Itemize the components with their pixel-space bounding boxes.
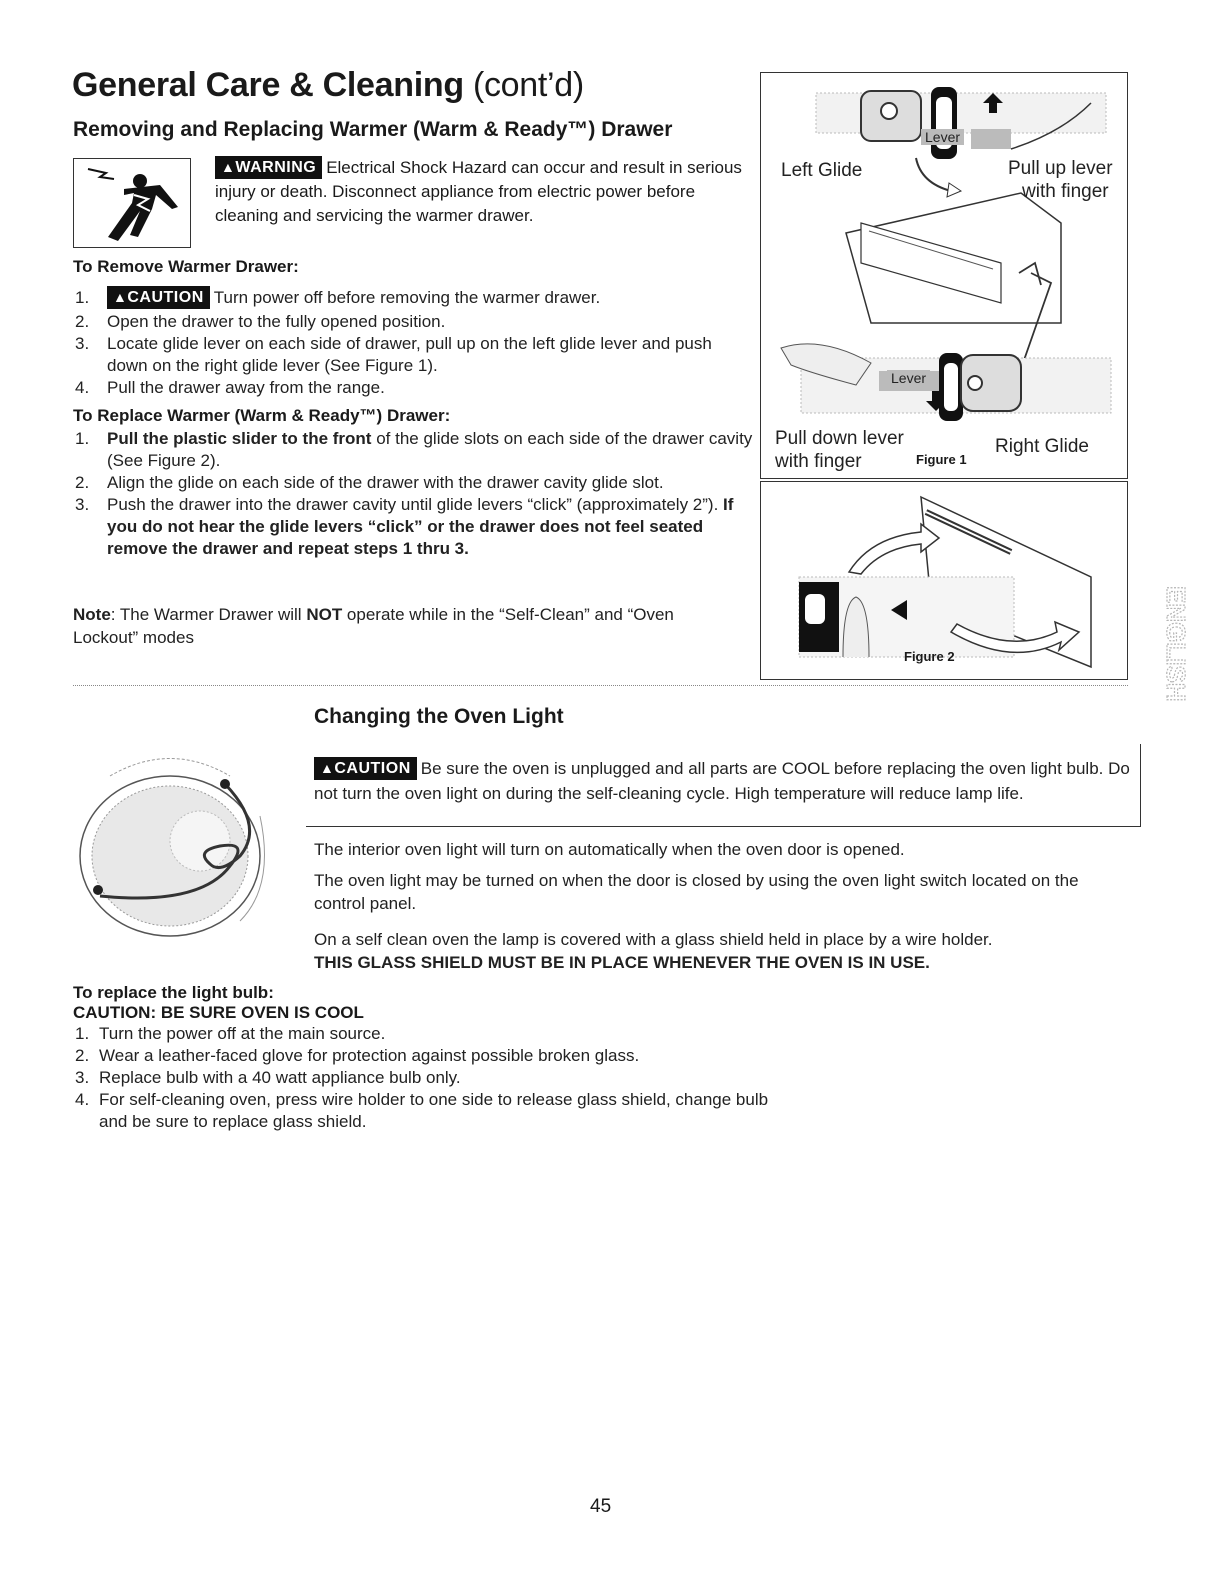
list-item: 4. For self-cleaning oven, press wire holder to one side to release glass shield, change bulb and be sure to replace glass shield. [75, 1090, 769, 1131]
language-side-tab [1152, 580, 1191, 740]
list-item: 3. Locate glide lever on each side of drawer, pull up on the left glide lever and push down on the right glide lever (See Figure 1). [75, 334, 712, 375]
shock-hazard-icon [73, 158, 191, 248]
right-glide-label: Right Glide [995, 436, 1089, 457]
oven-light-paragraph-3: On a self clean oven the lamp is covered with a glass shield held in place by a wire holder. THIS GLASS SHIELD MUST BE IN PLACE WHENEVER THE OVEN IS IN USE. [314, 930, 993, 972]
figure-1 [760, 72, 1128, 479]
lever-label-top: Lever [921, 129, 964, 145]
warning-paragraph: ▲WARNING Electrical Shock Hazard can occur and result in serious injury or death. Disconnect appliance from electric power before cleaning and servicing the warmer drawer. [215, 158, 742, 225]
list-item: 2. Open the drawer to the fully opened position. [75, 312, 446, 331]
figure-2-caption: Figure 2 [904, 649, 955, 664]
pull-down-label-2: with finger [775, 451, 862, 472]
figure-1-caption: Figure 1 [916, 452, 967, 467]
lever-label-bottom: Lever [887, 370, 930, 386]
page-number: 45 [590, 1496, 612, 1517]
list-item: 2. Align the glide on each side of the drawer with the drawer cavity glide slot. [75, 473, 664, 492]
list-item: 1. ▲CAUTION Turn power off before removing the warmer drawer. [75, 288, 601, 307]
pull-up-label-2: with finger [1022, 181, 1109, 202]
list-item: 1. Pull the plastic slider to the front of the glide slots on each side of the drawer cavity (See Figure 2). [75, 429, 753, 470]
page-title-contd: (cont’d) [472, 66, 584, 104]
pull-down-label-1: Pull down lever [775, 428, 904, 449]
replace-bulb-heading: To replace the light bulb: [73, 983, 274, 1002]
figure-2 [760, 481, 1128, 680]
oven-light-bulb-illustration [70, 746, 270, 946]
section-divider [73, 685, 1128, 686]
replace-bulb-steps [73, 1023, 773, 1133]
caution-badge: ▲CAUTION [107, 286, 210, 309]
warmer-drawer-heading: Removing and Replacing Warmer (Warm & Ready™) Drawer [73, 118, 673, 141]
warning-badge: ▲WARNING [215, 156, 322, 179]
caution-badge-oven: ▲CAUTION [314, 757, 417, 780]
remove-drawer-heading: To Remove Warmer Drawer: [73, 257, 299, 276]
side-tab-text: ENGLISH [1161, 586, 1191, 702]
list-item: 2. Wear a leather-faced glove for protection against possible broken glass. [75, 1046, 640, 1065]
list-item: 3. Push the drawer into the drawer cavity until glide levers “click” (approximately 2”). If you do not hear the glide levers “click” or the drawer does not feel seated remove the drawer and repeat steps 1 thru 3. [75, 495, 734, 558]
remove-steps-list [73, 285, 753, 399]
oven-light-heading: Changing the Oven Light [314, 705, 564, 728]
replace-steps-list [73, 428, 753, 560]
page-title [72, 66, 584, 105]
page-title-bold: General Care & Cleaning [72, 66, 464, 104]
replace-drawer-heading: To Replace Warmer (Warm & Ready™) Drawer: [73, 406, 451, 425]
note-paragraph: Note: The Warmer Drawer will NOT operate while in the “Self-Clean” and “Oven Lockout” modes [73, 605, 674, 647]
replace-bulb-caution: CAUTION: BE SURE OVEN IS COOL [73, 1003, 364, 1022]
pull-up-label-1: Pull up lever [1008, 158, 1113, 179]
list-item: 3. Replace bulb with a 40 watt appliance bulb only. [75, 1068, 461, 1087]
list-item: 4. Pull the drawer away from the range. [75, 378, 385, 397]
oven-light-paragraph-2: The oven light may be turned on when the door is closed by using the oven light switch located on the control panel. [314, 871, 1079, 913]
list-item: 1. Turn the power off at the main source. [75, 1024, 386, 1043]
oven-light-paragraph-1: The interior oven light will turn on automatically when the oven door is opened. [314, 840, 905, 859]
left-glide-label: Left Glide [781, 160, 863, 181]
oven-light-caution-text: ▲CAUTION Be sure the oven is unplugged and all parts are COOL before replacing the oven light bulb. Do not turn the oven light on during the self-cleaning cycle. High temperature will reduce lamp life. [314, 759, 1130, 803]
